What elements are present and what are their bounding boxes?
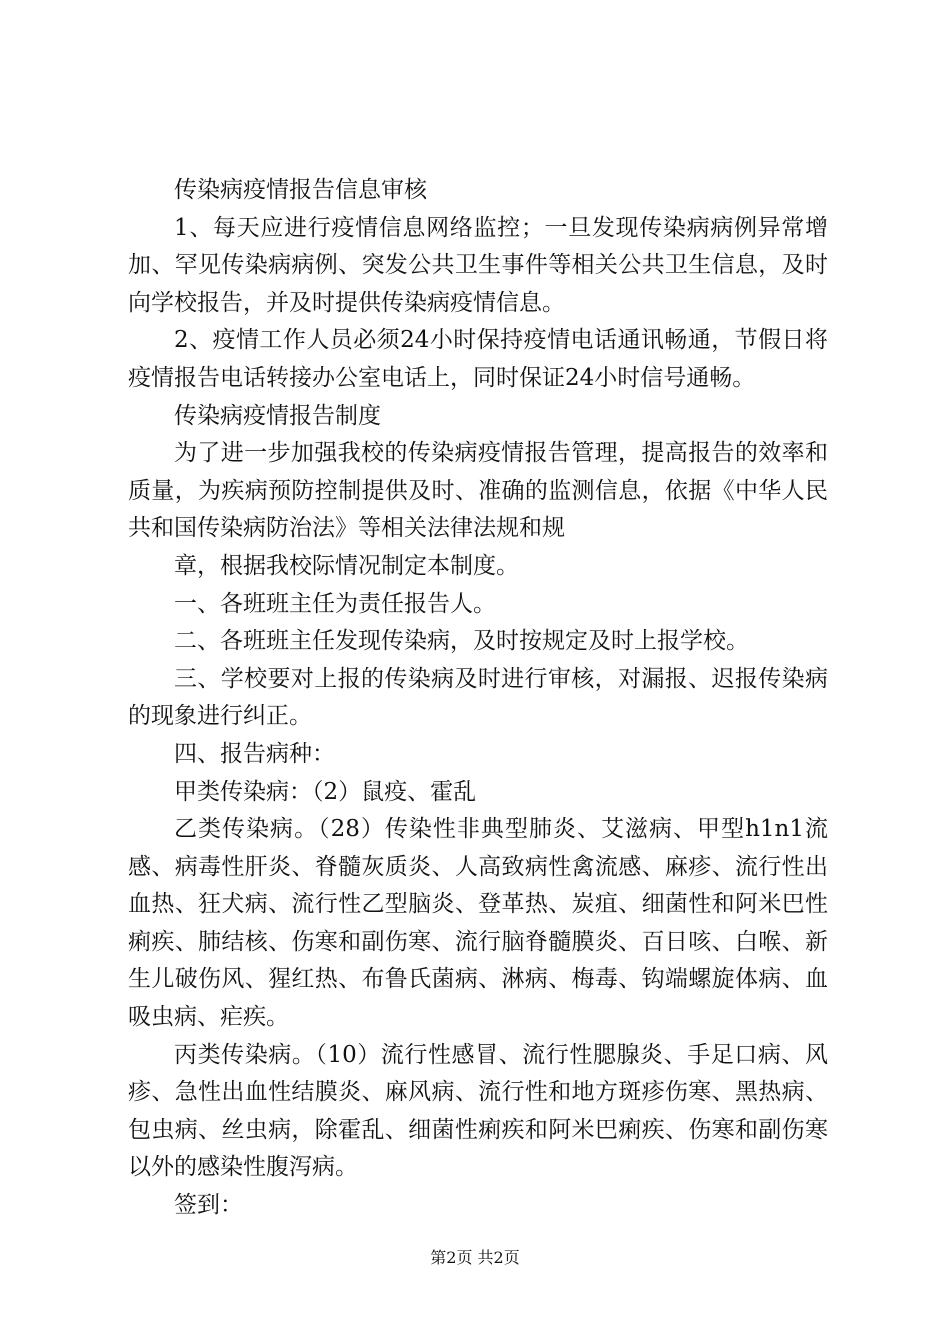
- paragraph: 一、各班班主任为责任报告人。: [174, 590, 496, 617]
- paragraph: 三、学校要对上报的传染病及时进行审核，对漏报、迟报传染病的现象进行纠正。: [128, 665, 828, 730]
- paragraph: 四、报告病种：: [174, 740, 335, 767]
- section-heading-audit: 传染病疫情报告信息审核: [174, 177, 427, 203]
- paragraph: 甲类传染病：（2）鼠疫、霍乱: [174, 778, 477, 805]
- section-heading-system: 传染病疫情报告制度: [174, 402, 381, 429]
- paragraph: 丙类传染病。（10）流行性感冒、流行性腮腺炎、手足口病、风疹、急性出血性结膜炎、麻风病、流行性和地方斑疹伤寒、黑热病、包虫病、丝虫病，除霍乱、细菌性痢疾和阿米巴痢疾、伤寒和副伤寒以外的感染性腹泻病。: [128, 1041, 828, 1181]
- paragraph: 章，根据我校际情况制定本制度。: [174, 552, 519, 579]
- signature-line: 签到：: [174, 1192, 243, 1219]
- paragraph: 2、疫情工作人员必须24小时保持疫情电话通讯畅通，节假日将疫情报告电话转接办公室电话上，同时保证24小时信号通畅。: [128, 327, 828, 391]
- document-body: [128, 172, 828, 1225]
- paragraph: 为了进一步加强我校的传染病疫情报告管理，提高报告的效率和质量，为疾病预防控制提供及时、准确的监测信息，依据《中华人民共和国传染病防治法》等相关法律法规和规: [128, 440, 828, 542]
- paragraph: 1、每天应进行疫情信息网络监控；一旦发现传染病病例异常增加、罕见传染病病例、突发公共卫生事件等相关公共卫生信息，及时向学校报告，并及时提供传染病疫情信息。: [128, 214, 828, 316]
- paragraph: 乙类传染病。（28）传染性非典型肺炎、艾滋病、甲型h1n1流感、病毒性肝炎、脊髓灰质炎、人高致病性禽流感、麻疹、流行性出血热、狂犬病、流行性乙型脑炎、登革热、炭疽、细菌性和阿米巴性痢疾、肺结核、伤寒和副伤寒、流行脑脊髓膜炎、百日咳、白喉、新生儿破伤风、猩红热、布鲁氏菌病、淋病、梅毒、钩端螺旋体病、血吸虫病、疟疾。: [128, 816, 828, 1031]
- paragraph: 二、各班班主任发现传染病，及时按规定及时上报学校。: [174, 628, 749, 655]
- page-number-footer: 第2页 共2页: [430, 1248, 520, 1267]
